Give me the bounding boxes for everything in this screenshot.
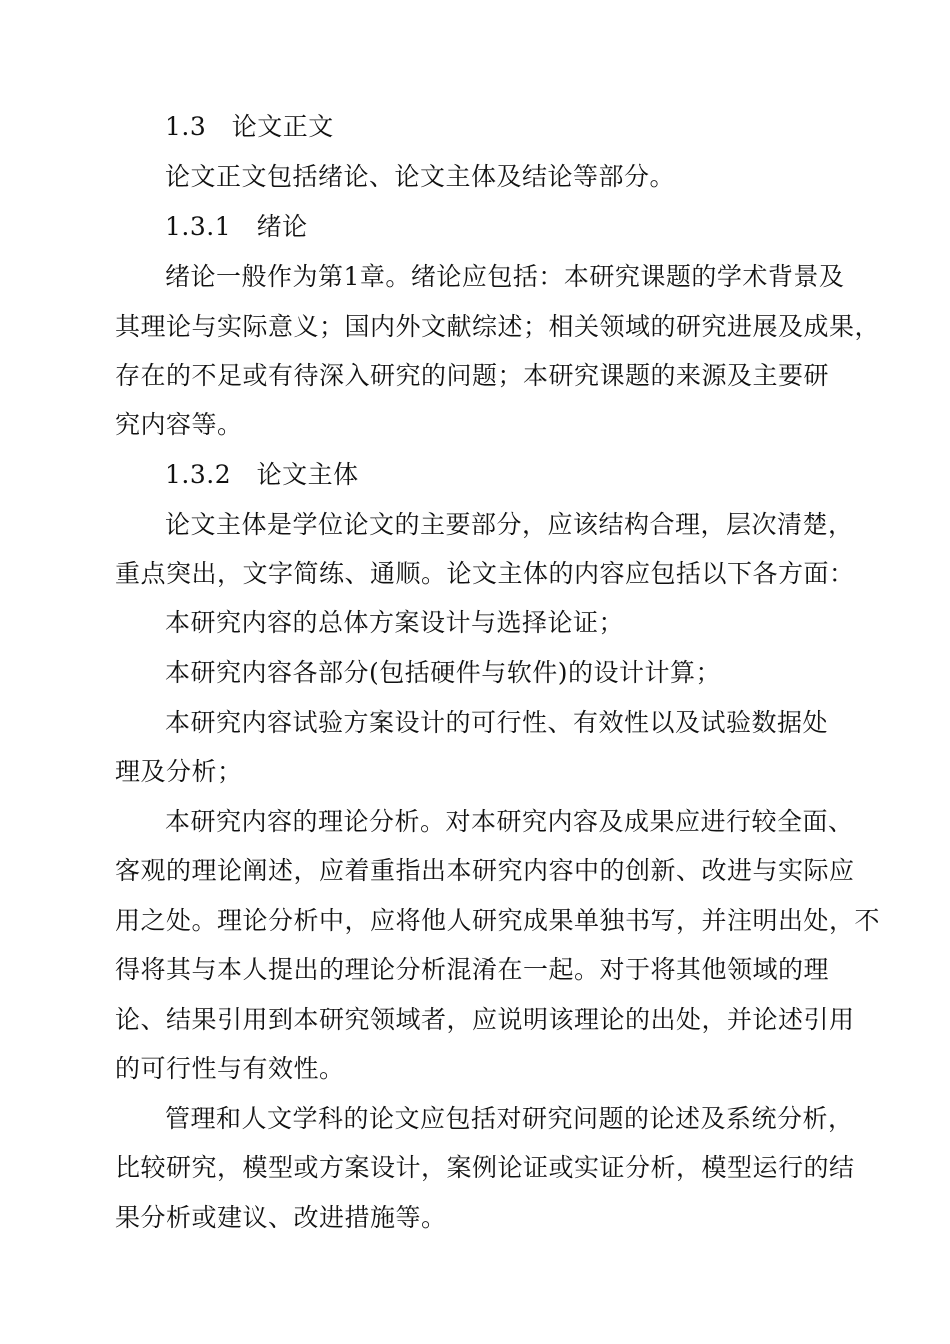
paragraph-line: 论、结果引用到本研究领域者，应说明该理论的出处，并论述引用 bbox=[115, 1005, 855, 1034]
paragraph-line: 比较研究，模型或方案设计，案例论证或实证分析，模型运行的结 bbox=[115, 1153, 855, 1182]
paragraph-line: 存在的不足或有待深入研究的问题；本研究课题的来源及主要研 bbox=[115, 361, 830, 390]
paragraph-line: 客观的理论阐述，应着重指出本研究内容中的创新、改进与实际应 bbox=[115, 856, 855, 885]
paragraph-line: 得将其与本人提出的理论分析混淆在一起。对于将其他领域的理 bbox=[115, 955, 830, 984]
section-heading-1-3: 1.3 论文正文 bbox=[165, 112, 334, 141]
paragraph-line: 本研究内容各部分(包括硬件与软件)的设计计算； bbox=[165, 658, 722, 687]
paragraph-line: 本研究内容试验方案设计的可行性、有效性以及试验数据处 bbox=[165, 708, 829, 737]
paragraph-line: 的可行性与有效性。 bbox=[115, 1054, 345, 1083]
paragraph-line: 其理论与实际意义；国内外文献综述；相关领域的研究进展及成果， bbox=[115, 312, 881, 341]
paragraph-line: 理及分析； bbox=[115, 757, 243, 786]
paragraph-line: 究内容等。 bbox=[115, 410, 243, 439]
paragraph-line: 重点突出，文字简练、通顺。论文主体的内容应包括以下各方面： bbox=[115, 559, 855, 588]
subsection-heading-1-3-2: 1.3.2 论文主体 bbox=[165, 460, 359, 489]
paragraph-line: 本研究内容的总体方案设计与选择论证； bbox=[165, 608, 625, 637]
paragraph-line: 管理和人文学科的论文应包括对研究问题的论述及系统分析， bbox=[165, 1104, 854, 1133]
paragraph-line: 论文主体是学位论文的主要部分，应该结构合理，层次清楚， bbox=[165, 510, 854, 539]
subsection-heading-1-3-1: 1.3.1 绪论 bbox=[165, 212, 308, 241]
paragraph-line: 论文正文包括绪论、论文主体及结论等部分。 bbox=[165, 162, 676, 191]
paragraph-line: 用之处。理论分析中，应将他人研究成果单独书写，并注明出处，不 bbox=[115, 906, 881, 935]
paragraph-line: 果分析或建议、改进措施等。 bbox=[115, 1203, 447, 1232]
paragraph-line: 本研究内容的理论分析。对本研究内容及成果应进行较全面、 bbox=[165, 807, 854, 836]
paragraph-line: 绪论一般作为第1章。绪论应包括：本研究课题的学术背景及 bbox=[165, 262, 845, 291]
